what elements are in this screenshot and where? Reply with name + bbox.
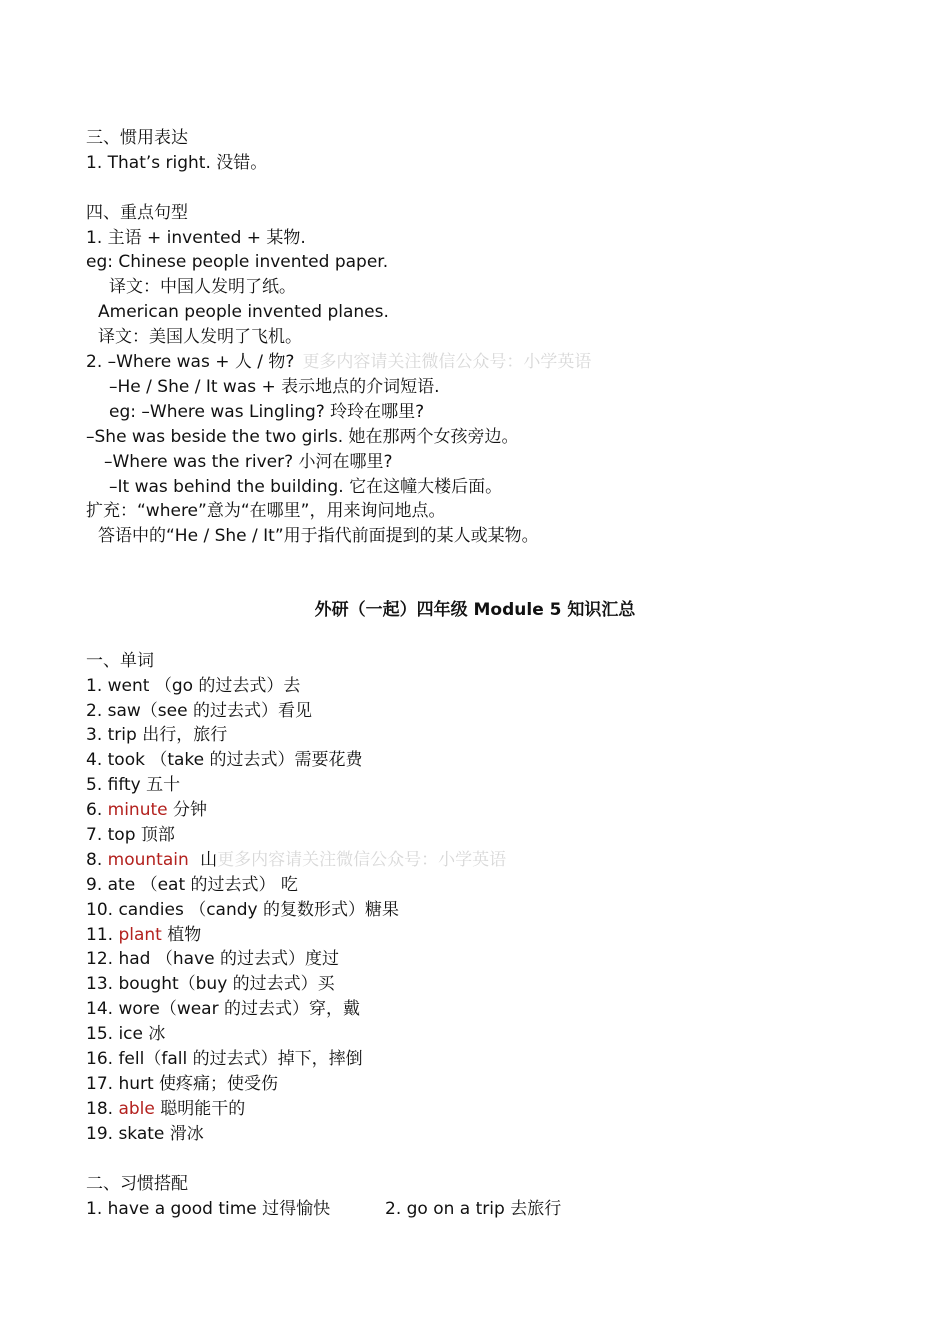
highlighted-word: able <box>118 1099 155 1119</box>
page-title: 外研（一起）四年级 Module 5 知识汇总 <box>314 600 636 620</box>
collocation-item: 1. have a good time 过得愉快 <box>86 1199 331 1219</box>
word-item: 5. fifty 五十 <box>86 775 181 795</box>
highlighted-word: minute <box>107 800 168 820</box>
word-item: 3. trip 出行，旅行 <box>86 725 228 745</box>
word-item: 7. top 顶部 <box>86 825 175 845</box>
word-item: 16. fell（fall 的过去式）掉下，摔倒 <box>86 1049 363 1069</box>
word-number: 8. <box>86 850 103 870</box>
word-number: 6. <box>86 800 103 820</box>
word-item: 15. ice 冰 <box>86 1024 166 1044</box>
word-item <box>86 849 506 871</box>
word-meaning: 聪明能干的 <box>160 1099 246 1119</box>
section-heading-idioms: 三、惯用表达 <box>86 128 188 148</box>
word-item: 13. bought（buy 的过去式）买 <box>86 974 335 994</box>
sentence-line: 扩充：“where”意为“在哪里”，用来询问地点。 <box>86 501 446 521</box>
word-item <box>86 799 207 821</box>
word-meaning: 分钟 <box>173 800 208 820</box>
word-item: 10. candies （candy 的复数形式）糖果 <box>86 900 400 920</box>
sentence-line: eg: –Where was Lingling? 玲玲在哪里? <box>109 402 425 422</box>
sentence-line <box>86 351 591 373</box>
sentence-line: 译文：美国人发明了飞机。 <box>98 327 302 347</box>
sentence-text: 2. –Where was + 人 / 物? <box>86 352 295 372</box>
word-number: 11. <box>86 925 114 945</box>
sentence-line: –She was beside the two girls. 她在那两个女孩旁边。 <box>86 427 519 447</box>
word-meaning: 植物 <box>167 925 202 945</box>
word-item <box>86 924 201 946</box>
watermark: 更多内容请关注微信公众号：小学英语 <box>302 352 592 372</box>
sentence-line: –It was behind the building. 它在这幢大楼后面。 <box>109 477 503 497</box>
word-item: 14. wore（wear 的过去式）穿，戴 <box>86 999 360 1019</box>
highlighted-word: plant <box>118 925 162 945</box>
word-item: 9. ate （eat 的过去式） 吃 <box>86 875 298 895</box>
word-meaning: 山 <box>200 850 218 870</box>
word-item: 17. hurt 使疼痛；使受伤 <box>86 1074 279 1094</box>
section-heading-sentences: 四、重点句型 <box>86 203 188 223</box>
word-item: 19. skate 滑冰 <box>86 1124 204 1144</box>
sentence-line: 答语中的“He / She / It”用于指代前面提到的某人或某物。 <box>98 526 539 546</box>
sentence-line: –Where was the river? 小河在哪里? <box>104 452 393 472</box>
word-item: 1. went （go 的过去式）去 <box>86 676 301 696</box>
word-item: 2. saw（see 的过去式）看见 <box>86 701 312 721</box>
sentence-line: eg: Chinese people invented paper. <box>86 252 389 272</box>
word-item: 12. had （have 的过去式）度过 <box>86 949 339 969</box>
sentence-line: 译文：中国人发明了纸。 <box>109 277 296 297</box>
word-number: 18. <box>86 1099 114 1119</box>
word-item: 4. took （take 的过去式）需要花费 <box>86 750 363 770</box>
sentence-line: 1. 主语 + invented + 某物. <box>86 228 306 248</box>
collocation-item: 2. go on a trip 去旅行 <box>385 1199 562 1219</box>
watermark: 更多内容请关注微信公众号：小学英语 <box>217 850 507 870</box>
sentence-line: –He / She / It was + 表示地点的介词短语. <box>109 377 440 397</box>
word-item <box>86 1098 245 1120</box>
section-heading-words: 一、单词 <box>86 651 154 671</box>
section-heading-collocations: 二、习惯搭配 <box>86 1174 188 1194</box>
idiom-line: 1. That’s right. 没错。 <box>86 153 268 173</box>
highlighted-word: mountain <box>107 850 189 870</box>
sentence-line: American people invented planes. <box>98 302 389 322</box>
